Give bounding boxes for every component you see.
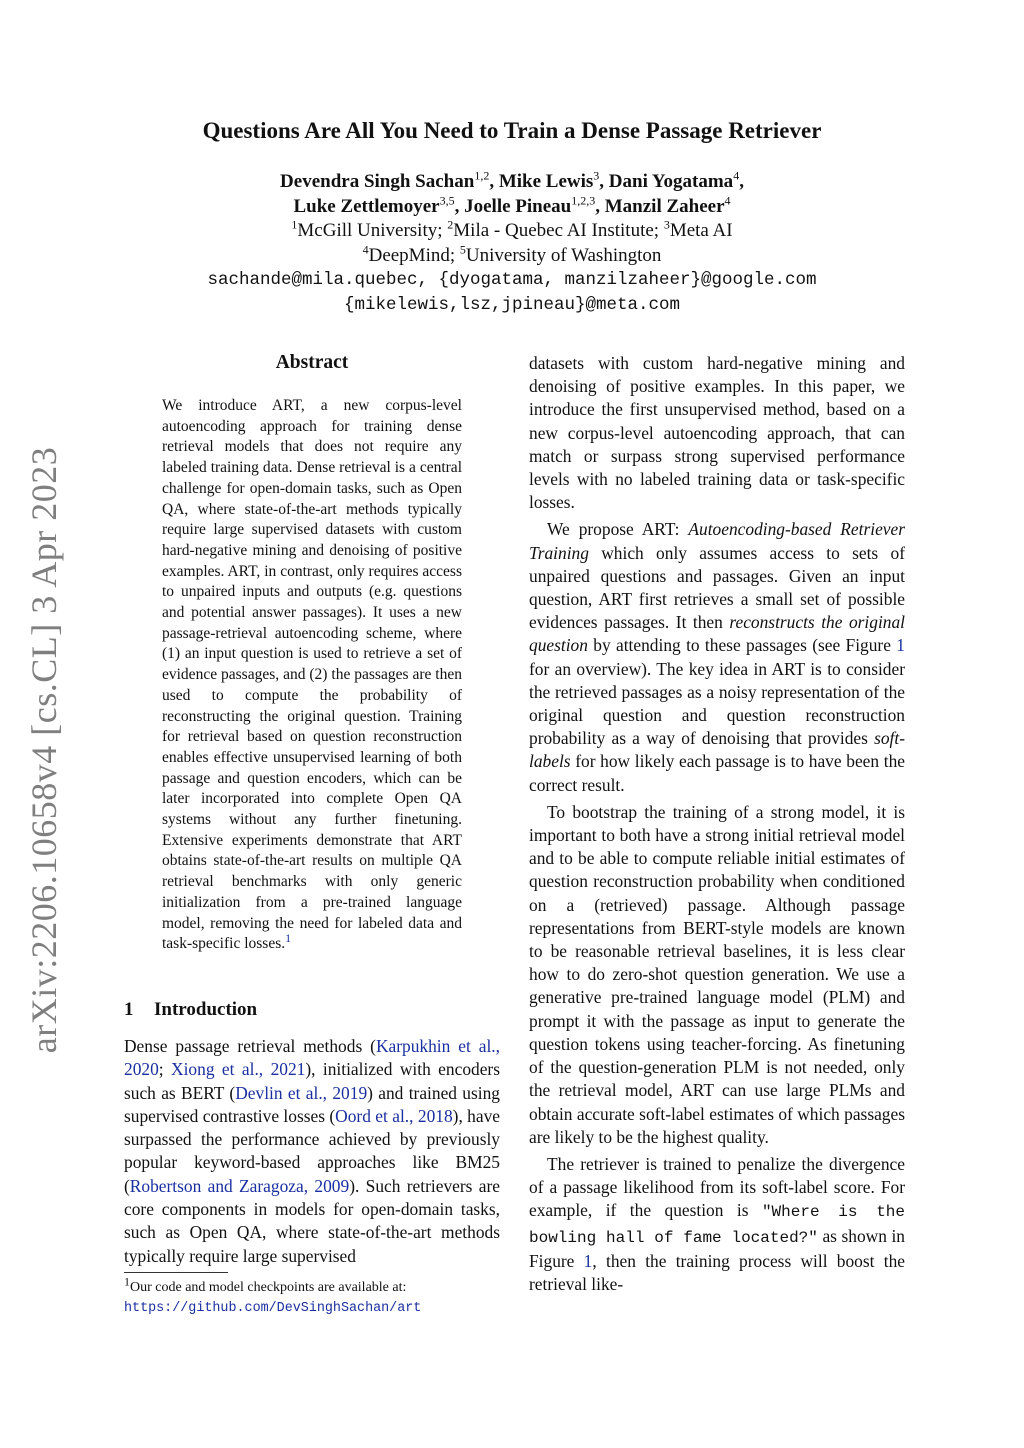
text: , then the training process will boost the retrieval like- bbox=[529, 1250, 905, 1294]
affil-mark: 2 bbox=[447, 217, 454, 232]
affiliation: Meta AI bbox=[669, 220, 733, 241]
author-affil-mark: 3 bbox=[593, 168, 600, 183]
affil-mark: 3 bbox=[663, 217, 670, 232]
example-question: "Where is the bowling hall of fame located?" bbox=[529, 1203, 905, 1247]
emphasis: reconstructs the original question bbox=[529, 612, 905, 656]
text: for an overview). The key idea in ART is to consider the retrieved passages as a noisy representation of the original question and question reconstruction probability as a way of denoising that provides bbox=[529, 658, 905, 749]
affiliation: Mila - Quebec AI Institute; bbox=[453, 220, 664, 241]
author-name: Dani Yogatama bbox=[608, 171, 734, 192]
affiliation: University of Washington bbox=[465, 244, 662, 266]
arxiv-side-stamp: arXiv:2206.10658v4 [cs.CL] 3 Apr 2023 bbox=[24, 446, 64, 1054]
paragraph: To bootstrap the training of a strong model, it is important to both have a strong initial retrieval model and to be able to compute reliable initial estimates of question reconstruction probability when conditioned on a (retrieved) passage. Although passage representations from BERT-style models are known to be reasonable retrieval baselines, it is less clear how to do zero-shot question generation. We use a generative pre-trained language model (PLM) and prompt it with the passage as input to generate the question tokens using teacher-forcing. As finetuning of the question-generation PLM is not needed, only the retrieval model, ART can use large PLMs and obtain accurate soft-label estimates of which passages are likely to be the highest quality. bbox=[529, 801, 905, 1147]
abstract-text: We introduce ART, a new corpus-level autoencoding approach for training dense retrieval models that does not require any labeled training data. Dense retrieval is a central challenge for open-domain tasks, such as Open QA, where state-of-the-art methods typically require large supervised datasets with custom hard-negative mining and denoising of positive examples. ART, in contrast, only requires access to unpaired inputs and outputs (e.g. questions and potential answer passages). It uses a new passage-retrieval autoencoding scheme, where (1) an input question is used to retrieve a set of evidence passages, and (2) the passages are then used to compute the probability of reconstructing the original question. Training for retrieval based on question reconstruction enables effective unsupervised learning of both passage and question encoders, which can be later incorporated into complete Open QA systems without any further finetuning. Extensive experiments demonstrate that ART obtains state-of-the-art results on multiple QA retrieval benchmarks with only generic initialization from a pre-trained language model, removing the need for labeled data and task-specific losses. bbox=[162, 397, 462, 953]
right-column bbox=[529, 352, 905, 1296]
author-affil-mark: 1,2 bbox=[474, 168, 490, 183]
intro-text: ), initialized with encoders such as BERT ( bbox=[124, 1059, 500, 1103]
text: The retriever is trained to penalize the divergence of a passage likelihood from its soft-label score. For example, if the question is bbox=[529, 1153, 905, 1221]
citation-link[interactable]: Devlin et al., bbox=[235, 1082, 328, 1103]
author-name: Devendra Singh Sachan bbox=[280, 171, 475, 192]
footnote-mark: 1 bbox=[124, 1274, 130, 1289]
affil-mark: 1 bbox=[291, 217, 298, 232]
emphasis: soft-labels bbox=[529, 728, 905, 772]
text: as shown in Figure bbox=[529, 1225, 905, 1271]
citation-link[interactable]: Karpukhin et al., bbox=[375, 1036, 500, 1056]
section-number: 1 bbox=[124, 999, 134, 1020]
affiliation-line-1 bbox=[120, 219, 904, 244]
paper-title: Questions Are All You Need to Train a Dense Passage Retriever bbox=[202, 118, 822, 143]
citation-year-link[interactable]: 2019 bbox=[332, 1082, 368, 1103]
abstract-body bbox=[162, 396, 462, 955]
affil-mark: 5 bbox=[459, 242, 466, 257]
text: by attending to these passages (see Figure bbox=[587, 635, 897, 656]
citation-link[interactable]: Oord et al., bbox=[335, 1105, 414, 1126]
email-line-2: {mikelewis,lsz,jpineau}@meta.com bbox=[343, 294, 681, 315]
intro-text: ) and trained using supervised contrastive losses ( bbox=[124, 1082, 500, 1126]
author-name: Luke Zettlemoyer bbox=[293, 195, 440, 217]
intro-text: ), have surpassed the performance achieved by previously popular keyword-based approaches like BM25 ( bbox=[124, 1105, 501, 1196]
author-name: Mike Lewis bbox=[498, 171, 594, 192]
author-affil-mark: 1,2,3 bbox=[571, 193, 596, 208]
introduction-paragraph bbox=[124, 1035, 500, 1268]
footnote-text: Our code and model checkpoints are available at: bbox=[130, 1280, 407, 1295]
intro-text: Dense passage retrieval methods ( bbox=[124, 1036, 376, 1056]
intro-text: ; bbox=[158, 1059, 172, 1080]
figure-ref-link[interactable]: 1 bbox=[583, 1250, 593, 1271]
footnote-rule bbox=[124, 1272, 228, 1273]
footnote-link[interactable]: 1 bbox=[285, 931, 292, 946]
citation-year-link[interactable]: 2018 bbox=[417, 1105, 453, 1126]
section-title: Introduction bbox=[154, 999, 258, 1020]
text: We propose ART: bbox=[547, 519, 689, 540]
code-url-link[interactable]: https://github.com/DevSinghSachan/art bbox=[124, 1301, 422, 1316]
author-affil-mark: 4 bbox=[733, 168, 740, 183]
author-line-1: Devendra Singh Sachan$^{1,2}$, Mike Lewis$^3$, Dani Yogatama$^4$, bbox=[280, 168, 744, 192]
affiliation-line-2 bbox=[120, 244, 904, 269]
citation-year-link[interactable]: 2020 bbox=[124, 1059, 159, 1080]
abstract-heading: Abstract bbox=[275, 352, 349, 373]
intro-text: ). Such retrievers are core components in models for open-domain tasks, such as Open QA, where state-of-the-art methods typically require large supervised bbox=[124, 1175, 500, 1266]
author-name: Joelle Pineau bbox=[464, 195, 572, 217]
affiliation: McGill University; bbox=[297, 220, 448, 241]
author-affil-mark: 4 bbox=[724, 193, 731, 208]
citation-link[interactable]: Xiong et al., bbox=[171, 1059, 264, 1080]
emphasis: Autoencoding-based Retriever Training bbox=[529, 519, 905, 563]
paragraph: datasets with custom hard-negative mining and denoising of positive examples. In this paper, we introduce the first unsupervised method, based on a new corpus-level autoencoding approach, that can match or surpass strong supervised performance levels with no labeled training data or task-specific losses. bbox=[529, 353, 905, 513]
author-name: Manzil Zaheer bbox=[604, 195, 725, 217]
footnote bbox=[124, 1274, 500, 1319]
affil-mark: 4 bbox=[362, 242, 369, 257]
citation-year-link[interactable]: 2009 bbox=[314, 1175, 350, 1196]
citation-year-link[interactable]: 2021 bbox=[270, 1059, 306, 1080]
affiliation: DeepMind; bbox=[368, 244, 460, 266]
citation-link[interactable]: Robertson and Zaragoza, bbox=[129, 1175, 309, 1196]
author-block bbox=[120, 170, 904, 317]
section-heading-introduction bbox=[124, 999, 500, 1021]
paragraph bbox=[529, 1153, 905, 1296]
paragraph bbox=[529, 518, 905, 796]
email-line-1: sachande@mila.quebec, {dyogatama, manzilzaheer}@google.com bbox=[207, 270, 817, 290]
text: which only assumes access to sets of unpaired questions and passages. Given an input question, ART first retrieves a small set of possible evidences passages. It then bbox=[529, 542, 905, 633]
author-affil-mark: 3,5 bbox=[439, 193, 455, 208]
text: for how likely each passage is to have been the correct result. bbox=[529, 751, 905, 795]
author-line-2: Luke Zettlemoyer$^{3,5}$, Joelle Pineau$^{1,2,3}$, Manzil Zaheer$^4$ bbox=[293, 193, 731, 217]
figure-ref-link[interactable]: 1 bbox=[896, 635, 905, 656]
